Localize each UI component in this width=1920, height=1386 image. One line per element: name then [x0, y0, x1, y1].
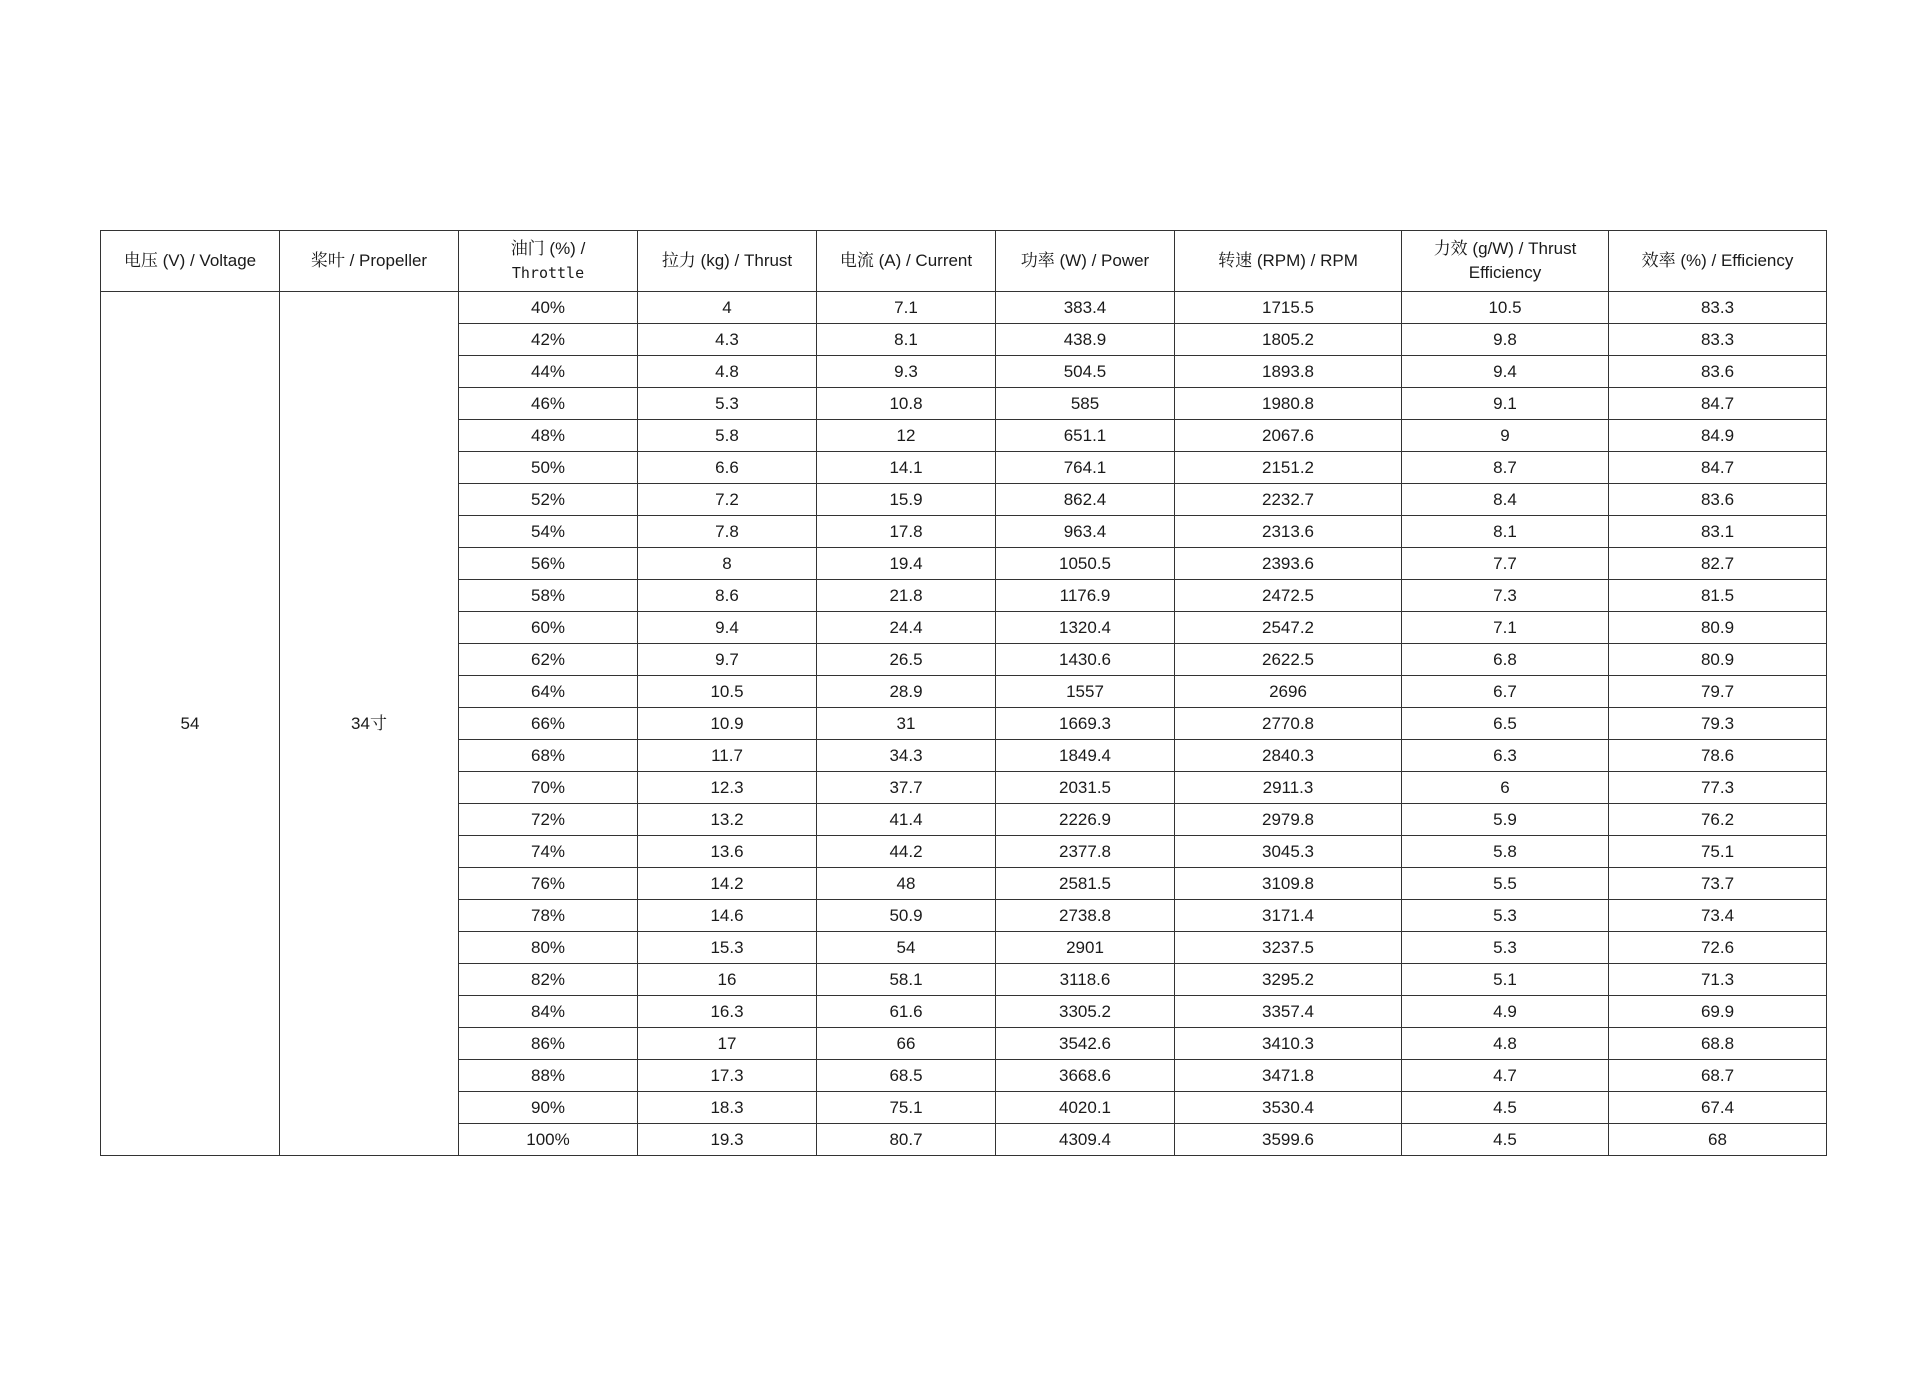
throttle-cell: 40% — [459, 292, 638, 324]
header-throttle-top: 油门 (%) / — [510, 239, 586, 258]
throttle-cell: 90% — [459, 1092, 638, 1124]
efficiency-cell: 77.3 — [1609, 772, 1827, 804]
efficiency-cell: 73.4 — [1609, 900, 1827, 932]
throttle-cell: 76% — [459, 868, 638, 900]
efficiency-cell: 80.9 — [1609, 644, 1827, 676]
efficiency-cell: 83.1 — [1609, 516, 1827, 548]
header-power: 功率 (W) / Power — [996, 231, 1175, 292]
table-body — [101, 292, 1827, 1156]
thrust-cell: 19.3 — [638, 1124, 817, 1156]
thrust-efficiency-cell: 6.3 — [1402, 740, 1609, 772]
throttle-cell: 48% — [459, 420, 638, 452]
efficiency-cell: 84.7 — [1609, 388, 1827, 420]
thrust-cell: 8 — [638, 548, 817, 580]
efficiency-cell: 69.9 — [1609, 996, 1827, 1028]
throttle-cell: 52% — [459, 484, 638, 516]
rpm-cell: 2393.6 — [1175, 548, 1402, 580]
efficiency-cell: 68.8 — [1609, 1028, 1827, 1060]
throttle-cell: 66% — [459, 708, 638, 740]
power-cell: 2031.5 — [996, 772, 1175, 804]
current-cell: 14.1 — [817, 452, 996, 484]
rpm-cell: 2696 — [1175, 676, 1402, 708]
thrust-efficiency-cell: 8.7 — [1402, 452, 1609, 484]
throttle-cell: 50% — [459, 452, 638, 484]
thrust-efficiency-cell: 10.5 — [1402, 292, 1609, 324]
thrust-efficiency-cell: 9.8 — [1402, 324, 1609, 356]
rpm-cell: 3295.2 — [1175, 964, 1402, 996]
rpm-cell: 2547.2 — [1175, 612, 1402, 644]
thrust-efficiency-cell: 5.1 — [1402, 964, 1609, 996]
current-cell: 41.4 — [817, 804, 996, 836]
thrust-cell: 18.3 — [638, 1092, 817, 1124]
throttle-cell: 86% — [459, 1028, 638, 1060]
header-row — [101, 231, 1827, 292]
efficiency-cell: 75.1 — [1609, 836, 1827, 868]
power-cell: 1320.4 — [996, 612, 1175, 644]
current-cell: 37.7 — [817, 772, 996, 804]
thrust-efficiency-cell: 7.3 — [1402, 580, 1609, 612]
throttle-cell: 62% — [459, 644, 638, 676]
rpm-cell: 2770.8 — [1175, 708, 1402, 740]
throttle-cell: 46% — [459, 388, 638, 420]
power-cell: 504.5 — [996, 356, 1175, 388]
efficiency-cell: 83.6 — [1609, 356, 1827, 388]
thrust-efficiency-cell: 6 — [1402, 772, 1609, 804]
thrust-cell: 17 — [638, 1028, 817, 1060]
current-cell: 75.1 — [817, 1092, 996, 1124]
efficiency-cell: 84.9 — [1609, 420, 1827, 452]
throttle-cell: 70% — [459, 772, 638, 804]
header-current: 电流 (A) / Current — [817, 231, 996, 292]
rpm-cell: 2979.8 — [1175, 804, 1402, 836]
power-cell: 764.1 — [996, 452, 1175, 484]
thrust-cell: 13.6 — [638, 836, 817, 868]
header-voltage: 电压 (V) / Voltage — [101, 231, 280, 292]
throttle-cell: 100% — [459, 1124, 638, 1156]
power-cell: 1430.6 — [996, 644, 1175, 676]
thrust-cell: 17.3 — [638, 1060, 817, 1092]
rpm-cell: 2622.5 — [1175, 644, 1402, 676]
thrust-efficiency-cell: 6.8 — [1402, 644, 1609, 676]
thrust-cell: 14.2 — [638, 868, 817, 900]
current-cell: 80.7 — [817, 1124, 996, 1156]
efficiency-cell: 72.6 — [1609, 932, 1827, 964]
throttle-cell: 60% — [459, 612, 638, 644]
thrust-efficiency-cell: 7.1 — [1402, 612, 1609, 644]
rpm-cell: 3530.4 — [1175, 1092, 1402, 1124]
rpm-cell: 2151.2 — [1175, 452, 1402, 484]
efficiency-cell: 73.7 — [1609, 868, 1827, 900]
thrust-efficiency-cell: 9.4 — [1402, 356, 1609, 388]
efficiency-cell: 84.7 — [1609, 452, 1827, 484]
rpm-cell: 2232.7 — [1175, 484, 1402, 516]
thrust-cell: 7.8 — [638, 516, 817, 548]
current-cell: 26.5 — [817, 644, 996, 676]
current-cell: 24.4 — [817, 612, 996, 644]
header-thrust-efficiency: 力效 (g/W) / Thrust Efficiency — [1402, 231, 1609, 292]
power-cell: 1669.3 — [996, 708, 1175, 740]
power-cell: 2738.8 — [996, 900, 1175, 932]
rpm-cell: 3357.4 — [1175, 996, 1402, 1028]
current-cell: 19.4 — [817, 548, 996, 580]
current-cell: 7.1 — [817, 292, 996, 324]
thrust-efficiency-cell: 5.5 — [1402, 868, 1609, 900]
power-cell: 3118.6 — [996, 964, 1175, 996]
thrust-cell: 8.6 — [638, 580, 817, 612]
thrust-cell: 4.3 — [638, 324, 817, 356]
power-cell: 1849.4 — [996, 740, 1175, 772]
header-efficiency: 效率 (%) / Efficiency — [1609, 231, 1827, 292]
voltage-cell: 54 — [101, 292, 280, 1156]
throttle-cell: 68% — [459, 740, 638, 772]
thrust-cell: 16.3 — [638, 996, 817, 1028]
thrust-efficiency-cell: 4.8 — [1402, 1028, 1609, 1060]
motor-test-table — [100, 230, 1827, 1156]
thrust-cell: 5.3 — [638, 388, 817, 420]
header-propeller: 桨叶 / Propeller — [280, 231, 459, 292]
current-cell: 8.1 — [817, 324, 996, 356]
current-cell: 21.8 — [817, 580, 996, 612]
efficiency-cell: 80.9 — [1609, 612, 1827, 644]
throttle-cell: 54% — [459, 516, 638, 548]
thrust-efficiency-cell: 4.5 — [1402, 1092, 1609, 1124]
power-cell: 2377.8 — [996, 836, 1175, 868]
throttle-cell: 84% — [459, 996, 638, 1028]
power-cell: 438.9 — [996, 324, 1175, 356]
header-thrust: 拉力 (kg) / Thrust — [638, 231, 817, 292]
rpm-cell: 3410.3 — [1175, 1028, 1402, 1060]
thrust-efficiency-cell: 8.4 — [1402, 484, 1609, 516]
rpm-cell: 2840.3 — [1175, 740, 1402, 772]
thrust-efficiency-cell: 6.5 — [1402, 708, 1609, 740]
thrust-cell: 9.7 — [638, 644, 817, 676]
thrust-cell: 4 — [638, 292, 817, 324]
throttle-cell: 42% — [459, 324, 638, 356]
power-cell: 3305.2 — [996, 996, 1175, 1028]
power-cell: 2226.9 — [996, 804, 1175, 836]
power-cell: 1050.5 — [996, 548, 1175, 580]
rpm-cell: 2911.3 — [1175, 772, 1402, 804]
thrust-efficiency-cell: 7.7 — [1402, 548, 1609, 580]
rpm-cell: 3045.3 — [1175, 836, 1402, 868]
thrust-efficiency-cell: 4.9 — [1402, 996, 1609, 1028]
table-row — [101, 292, 1827, 324]
thrust-efficiency-cell: 6.7 — [1402, 676, 1609, 708]
throttle-cell: 56% — [459, 548, 638, 580]
power-cell: 383.4 — [996, 292, 1175, 324]
power-cell: 4309.4 — [996, 1124, 1175, 1156]
thrust-cell: 10.5 — [638, 676, 817, 708]
rpm-cell: 1805.2 — [1175, 324, 1402, 356]
thrust-efficiency-cell: 5.3 — [1402, 900, 1609, 932]
thrust-cell: 10.9 — [638, 708, 817, 740]
thrust-cell: 6.6 — [638, 452, 817, 484]
throttle-cell: 88% — [459, 1060, 638, 1092]
thrust-efficiency-cell: 9 — [1402, 420, 1609, 452]
efficiency-cell: 83.6 — [1609, 484, 1827, 516]
efficiency-cell: 79.3 — [1609, 708, 1827, 740]
thrust-cell: 4.8 — [638, 356, 817, 388]
current-cell: 58.1 — [817, 964, 996, 996]
power-cell: 3668.6 — [996, 1060, 1175, 1092]
thrust-cell: 12.3 — [638, 772, 817, 804]
current-cell: 12 — [817, 420, 996, 452]
current-cell: 15.9 — [817, 484, 996, 516]
thrust-efficiency-cell: 5.8 — [1402, 836, 1609, 868]
current-cell: 50.9 — [817, 900, 996, 932]
thrust-cell: 16 — [638, 964, 817, 996]
power-cell: 862.4 — [996, 484, 1175, 516]
power-cell: 2901 — [996, 932, 1175, 964]
current-cell: 44.2 — [817, 836, 996, 868]
power-cell: 3542.6 — [996, 1028, 1175, 1060]
current-cell: 28.9 — [817, 676, 996, 708]
rpm-cell: 3171.4 — [1175, 900, 1402, 932]
efficiency-cell: 68.7 — [1609, 1060, 1827, 1092]
efficiency-cell: 67.4 — [1609, 1092, 1827, 1124]
throttle-cell: 82% — [459, 964, 638, 996]
throttle-cell: 64% — [459, 676, 638, 708]
thrust-cell: 9.4 — [638, 612, 817, 644]
efficiency-cell: 76.2 — [1609, 804, 1827, 836]
efficiency-cell: 81.5 — [1609, 580, 1827, 612]
thrust-cell: 15.3 — [638, 932, 817, 964]
throttle-cell: 78% — [459, 900, 638, 932]
power-cell: 651.1 — [996, 420, 1175, 452]
current-cell: 9.3 — [817, 356, 996, 388]
current-cell: 54 — [817, 932, 996, 964]
rpm-cell: 1980.8 — [1175, 388, 1402, 420]
efficiency-cell: 83.3 — [1609, 292, 1827, 324]
rpm-cell: 2067.6 — [1175, 420, 1402, 452]
rpm-cell: 3471.8 — [1175, 1060, 1402, 1092]
thrust-cell: 11.7 — [638, 740, 817, 772]
current-cell: 61.6 — [817, 996, 996, 1028]
current-cell: 17.8 — [817, 516, 996, 548]
current-cell: 66 — [817, 1028, 996, 1060]
thrust-cell: 13.2 — [638, 804, 817, 836]
efficiency-cell: 71.3 — [1609, 964, 1827, 996]
efficiency-cell: 78.6 — [1609, 740, 1827, 772]
throttle-cell: 44% — [459, 356, 638, 388]
propeller-cell: 34寸 — [280, 292, 459, 1156]
thrust-cell: 7.2 — [638, 484, 817, 516]
power-cell: 4020.1 — [996, 1092, 1175, 1124]
rpm-cell: 2472.5 — [1175, 580, 1402, 612]
current-cell: 31 — [817, 708, 996, 740]
header-throttle-bottom: Throttle — [511, 264, 585, 282]
rpm-cell: 3599.6 — [1175, 1124, 1402, 1156]
efficiency-cell: 79.7 — [1609, 676, 1827, 708]
rpm-cell: 1893.8 — [1175, 356, 1402, 388]
rpm-cell: 3109.8 — [1175, 868, 1402, 900]
throttle-cell: 74% — [459, 836, 638, 868]
throttle-cell: 72% — [459, 804, 638, 836]
thrust-efficiency-cell: 5.9 — [1402, 804, 1609, 836]
efficiency-cell: 82.7 — [1609, 548, 1827, 580]
thrust-cell: 14.6 — [638, 900, 817, 932]
thrust-cell: 5.8 — [638, 420, 817, 452]
rpm-cell: 3237.5 — [1175, 932, 1402, 964]
header-rpm: 转速 (RPM) / RPM — [1175, 231, 1402, 292]
current-cell: 10.8 — [817, 388, 996, 420]
current-cell: 48 — [817, 868, 996, 900]
thrust-efficiency-cell: 4.7 — [1402, 1060, 1609, 1092]
current-cell: 68.5 — [817, 1060, 996, 1092]
thrust-efficiency-cell: 9.1 — [1402, 388, 1609, 420]
header-throttle — [459, 231, 638, 292]
power-cell: 1176.9 — [996, 580, 1175, 612]
efficiency-cell: 83.3 — [1609, 324, 1827, 356]
power-cell: 963.4 — [996, 516, 1175, 548]
power-cell: 585 — [996, 388, 1175, 420]
throttle-cell: 80% — [459, 932, 638, 964]
power-cell: 1557 — [996, 676, 1175, 708]
rpm-cell: 2313.6 — [1175, 516, 1402, 548]
thrust-efficiency-cell: 5.3 — [1402, 932, 1609, 964]
current-cell: 34.3 — [817, 740, 996, 772]
thrust-efficiency-cell: 4.5 — [1402, 1124, 1609, 1156]
power-cell: 2581.5 — [996, 868, 1175, 900]
efficiency-cell: 68 — [1609, 1124, 1827, 1156]
throttle-cell: 58% — [459, 580, 638, 612]
rpm-cell: 1715.5 — [1175, 292, 1402, 324]
thrust-efficiency-cell: 8.1 — [1402, 516, 1609, 548]
